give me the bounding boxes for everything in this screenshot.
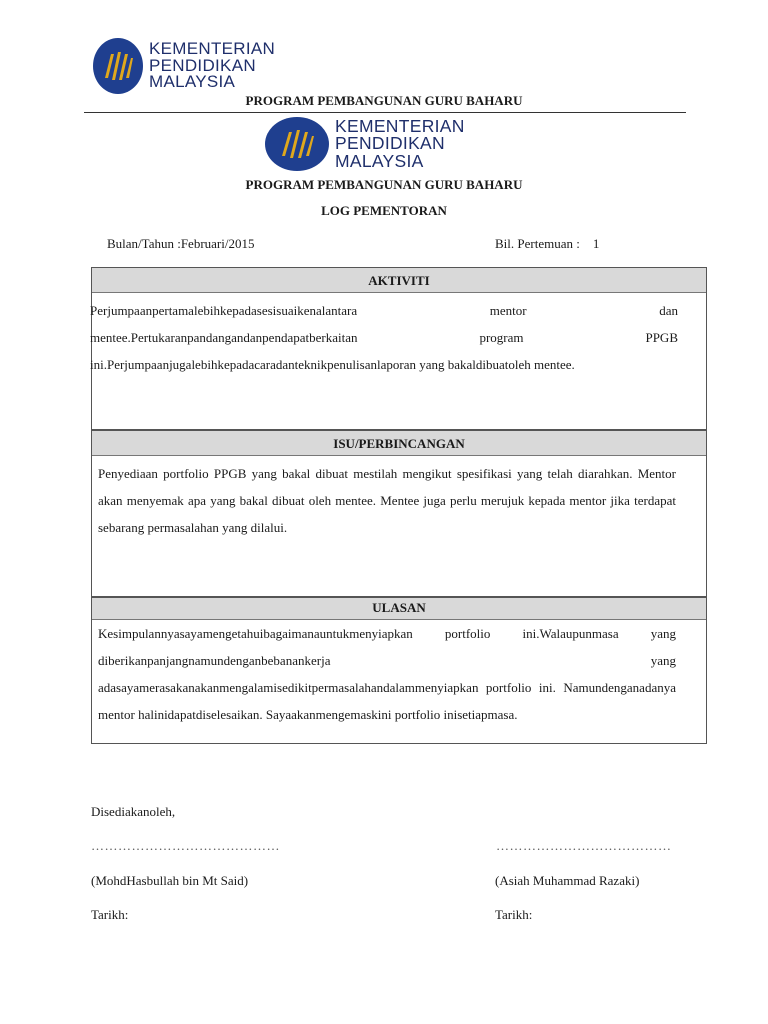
ministry-wordmark: KEMENTERIAN PENDIDIKAN MALAYSIA: [335, 116, 465, 171]
activity-section: [91, 267, 707, 430]
activity-heading: AKTIVITI: [92, 268, 706, 293]
review-text: Kesimpulannyasayamengetahuibagaimanauntukmenyiapkan portfolio ini.Walaupunmasa yang diberikanpanjangnamundenganbebanankerja yang adasayamerasakanakanmengalamisedikitpermasalahandalammenyiapkan portfolio ini. Namundenganadanya mentor halinidapatdiselesaikan. Sayaakanmengemaskini portfolio inisetiapmasa.: [98, 626, 676, 722]
month-year-field: Bulan/Tahun :Februari/2015: [107, 236, 255, 251]
ministry-logo-center: [265, 117, 465, 171]
ministry-emblem-icon: [265, 117, 329, 171]
ministry-emblem-icon: [93, 38, 143, 94]
signature-line-right: …………………………………: [496, 838, 672, 853]
issues-section: [91, 430, 707, 597]
date-label-right: Tarikh:: [495, 907, 533, 922]
review-section: [91, 597, 707, 744]
date-label-left: Tarikh:: [91, 907, 129, 922]
ministry-wordmark: KEMENTERIAN PENDIDIKAN MALAYSIA: [149, 39, 276, 92]
activity-text: Perjumpaanpertamalebihkepadasesisuaikenalantara mentor dan mentee.Pertukaranpandangandanpendapatberkaitan program PPGB ini.Perjumpaanjugalebihkepadacaradanteknikpenulisanlaporan yang bakaldibuatoleh mentee.: [90, 303, 678, 372]
signature-line-left: ……………………………………: [91, 838, 280, 853]
program-title-top: PROGRAM PEMBANGUNAN GURU BAHARU: [245, 93, 523, 108]
issues-text: Penyediaan portfolio PPGB yang bakal dibuat mestilah mengikut spesifikasi yang telah diarahkan. Mentor akan menyemak apa yang bakal dibuat oleh mentee. Mentee juga perlu merujuk kepada mentor jika terdapat sebarang permasalahan yang dilalui.: [98, 466, 676, 535]
program-title: PROGRAM PEMBANGUNAN GURU BAHARU: [245, 177, 523, 192]
review-heading: ULASAN: [92, 598, 706, 620]
issues-heading: ISU/PERBINCANGAN: [92, 431, 706, 456]
signatory-name-right: (Asiah Muhammad Razaki): [495, 873, 640, 888]
prepared-by-label: Disediakanoleh,: [91, 804, 176, 819]
signatory-name-left: (MohdHasbullah bin Mt Said): [91, 873, 249, 888]
header-divider: [84, 112, 686, 113]
meeting-number-field: Bil. Pertemuan : 1: [495, 236, 600, 251]
document-title: LOG PEMENTORAN: [321, 203, 447, 218]
ministry-logo-top: [93, 38, 275, 94]
